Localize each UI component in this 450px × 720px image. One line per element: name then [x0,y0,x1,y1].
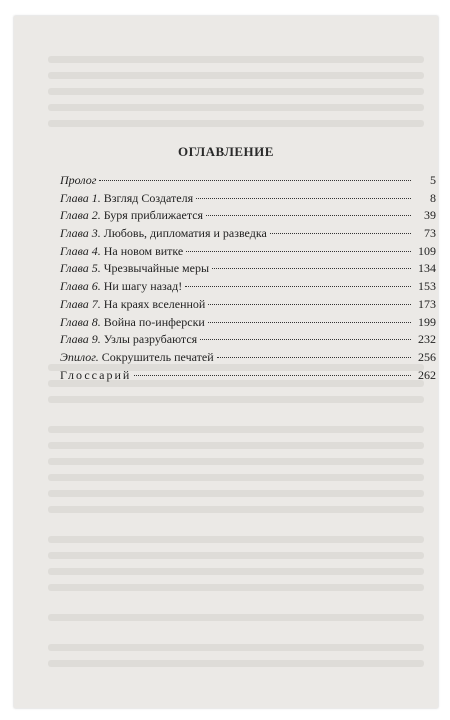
toc-entry [60,350,436,368]
table-of-contents [60,173,436,385]
dot-leader [99,180,411,181]
show-through-line [48,660,424,667]
dot-leader [200,339,411,340]
toc-entry-label: Пролог [60,173,97,187]
dot-leader [206,215,411,216]
toc-page-number: 232 [418,332,436,347]
toc-entry-label: Глава 7. [60,296,101,311]
toc-entry [60,315,436,333]
toc-page-number: 262 [418,367,436,382]
show-through-line [48,474,424,481]
show-through-line [48,458,424,465]
toc-entry-label: Глава 8. [60,314,101,329]
book-page [14,16,438,708]
toc-entry-label: Глава 4. [60,243,101,258]
show-through-line [48,584,424,591]
show-through-line [48,396,424,403]
toc-page-number: 173 [418,296,436,311]
toc-entry [60,191,436,209]
show-through-line [48,506,424,513]
dot-leader [270,233,411,234]
dot-leader [186,251,411,252]
toc-entry [60,261,436,279]
toc-entry [60,173,436,191]
show-through-line [48,442,424,449]
toc-entry-title: Война по-инферски [103,314,205,329]
show-through-line [48,552,424,559]
toc-entry-label: Глава 6. [60,279,101,294]
toc-entry [60,332,436,350]
toc-page-number: 73 [424,226,436,241]
toc-entry-label: Глава 5. [60,261,101,276]
dot-leader [196,198,411,199]
toc-entry-title: Сокрушитель печатей [101,349,214,364]
dot-leader [185,286,411,287]
toc-page-number: 5 [430,173,436,187]
toc-page-number: 8 [430,190,436,205]
toc-entry-label: Глава 1. [60,190,101,205]
toc-page-number: 39 [424,208,436,223]
toc-entry-title: Глоссарий [60,367,132,382]
show-through-line [48,614,424,621]
toc-entry-title: На новом витке [103,243,184,258]
toc-entry [60,244,436,262]
toc-entry [60,208,436,226]
show-through-line [48,88,424,95]
toc-entry-label: Глава 2. [60,208,101,223]
toc-entry-title: На краях вселенной [103,296,206,311]
toc-entry-title: Узлы разрубаются [103,332,198,347]
toc-entry [60,279,436,297]
toc-entry-label: Глава 9. [60,332,101,347]
toc-page-number: 109 [418,243,436,258]
toc-entry-title: Ни шагу назад! [103,279,183,294]
dot-leader [217,357,411,358]
toc-entry-label: Глава 3. [60,226,101,241]
show-through-line [48,536,424,543]
show-through-line [48,426,424,433]
toc-entry-title: Любовь, дипломатия и разведка [103,226,267,241]
dot-leader [212,268,411,269]
show-through-line [48,490,424,497]
toc-page-number: 153 [418,279,436,294]
toc-page-number: 256 [418,349,436,364]
dot-leader [208,304,411,305]
show-through-line [48,568,424,575]
toc-entry-label: Эпилог. [60,349,99,364]
toc-entry-title: Буря приближается [103,208,204,223]
toc-page-number: 199 [418,314,436,329]
toc-entry-title: Чрезвычайные меры [103,261,210,276]
toc-entry [60,368,436,386]
show-through-line [48,104,424,111]
show-through-line [48,644,424,651]
toc-entry [60,297,436,315]
toc-entry-title: Взгляд Создателя [103,190,194,205]
show-through-line [48,56,424,63]
show-through-line [48,72,424,79]
show-through-line [48,120,424,127]
toc-entry [60,226,436,244]
toc-page-number: 134 [418,261,436,276]
dot-leader [134,375,411,376]
dot-leader [208,322,411,323]
toc-heading: ОГЛАВЛЕНИЕ [178,144,274,159]
